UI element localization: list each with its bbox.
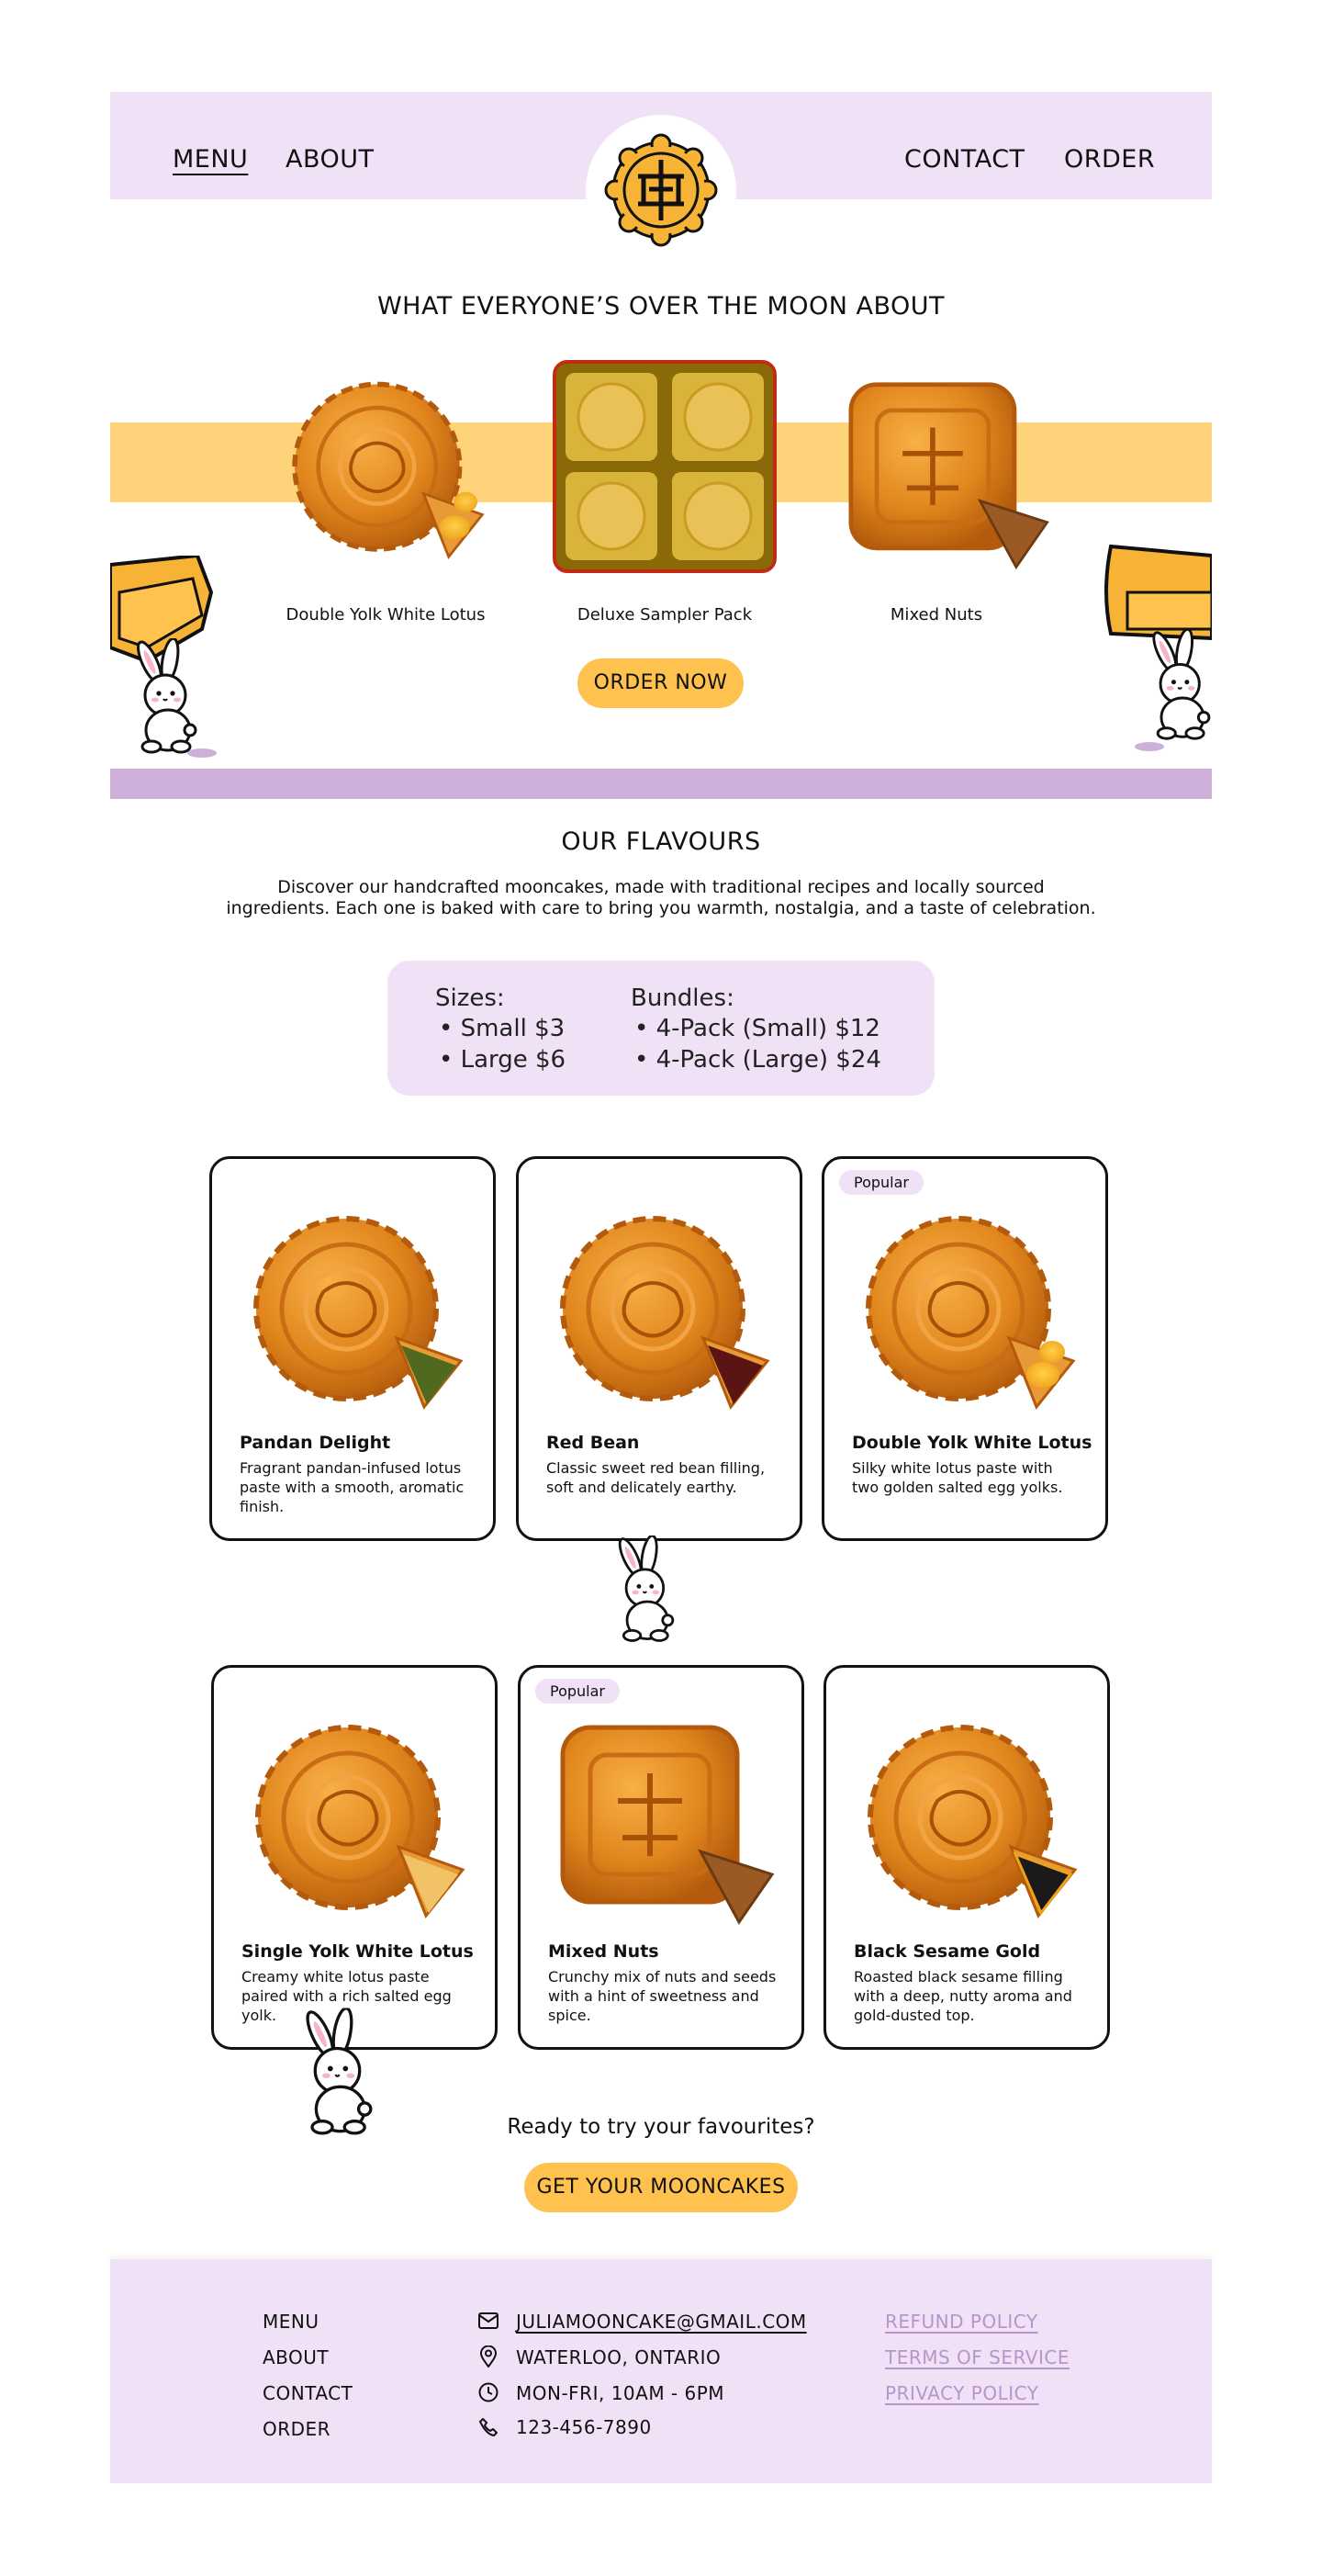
bundle-small: • 4-Pack (Small) $12 <box>634 1015 880 1042</box>
card-title: Single Yolk White Lotus <box>241 1941 474 1962</box>
footer-link-order[interactable]: ORDER <box>263 2418 331 2440</box>
nav-about[interactable]: ABOUT <box>286 145 375 174</box>
footer-link-about[interactable]: ABOUT <box>263 2346 330 2368</box>
footer-refund-policy[interactable]: REFUND POLICY <box>885 2311 1038 2333</box>
featured-title: WHAT EVERYONE’S OVER THE MOON ABOUT <box>376 292 946 321</box>
bunny-box-illustration-right <box>1092 537 1212 753</box>
cta-question: Ready to try your favourites? <box>507 2115 815 2139</box>
footer-phone[interactable]: 123-456-7890 <box>516 2416 652 2438</box>
flavour-card-single-yolk[interactable] <box>211 1665 498 2050</box>
mixed-nuts-mooncake-image <box>543 1709 785 1929</box>
card-description: Creamy white lotus paste paired with a rich salted egg yolk. <box>241 1968 452 2024</box>
logo-icon[interactable] <box>603 132 719 248</box>
flavour-card-mixed-nuts[interactable] <box>518 1665 804 2050</box>
get-mooncakes-button[interactable]: GET YOUR MOONCAKES <box>524 2163 798 2212</box>
card-title: Red Bean <box>546 1433 640 1453</box>
footer-email[interactable]: JULIAMOONCAKE@GMAIL.COM <box>516 2311 807 2333</box>
single-yolk-mooncake-image <box>236 1709 478 1929</box>
clock-icon <box>478 2382 499 2402</box>
popular-badge: Popular <box>839 1170 924 1195</box>
featured-image-mixed-nuts[interactable] <box>831 367 1060 574</box>
bundle-large: • 4-Pack (Large) $24 <box>634 1046 881 1074</box>
featured-label-3: Mixed Nuts <box>890 605 983 624</box>
order-now-button[interactable]: ORDER NOW <box>577 658 744 708</box>
size-large: • Large $6 <box>439 1046 566 1074</box>
card-description: Roasted black sesame filling with a deep, nutty aroma and gold-dusted top. <box>854 1968 1072 2024</box>
card-title: Pandan Delight <box>240 1433 391 1453</box>
flavour-card-pandan[interactable] <box>209 1156 496 1541</box>
flavour-card-double-yolk[interactable] <box>822 1156 1108 1541</box>
nav-contact[interactable]: CONTACT <box>904 145 1025 174</box>
featured-image-double-yolk[interactable] <box>275 367 496 569</box>
nav-menu[interactable]: MENU <box>173 145 249 174</box>
location-pin-icon <box>480 2345 497 2368</box>
card-title: Double Yolk White Lotus <box>852 1433 1092 1453</box>
footer-location: WATERLOO, ONTARIO <box>516 2346 722 2368</box>
nav-order[interactable]: ORDER <box>1064 145 1156 174</box>
phone-icon <box>479 2418 498 2436</box>
flavour-card-black-sesame[interactable] <box>823 1665 1110 2050</box>
footer-link-menu[interactable]: MENU <box>263 2311 319 2333</box>
pandan-mooncake-image <box>234 1200 476 1421</box>
card-title: Mixed Nuts <box>548 1941 659 1962</box>
sizes-heading: Sizes: <box>435 984 505 1012</box>
featured-image-sampler-pack[interactable] <box>551 358 779 575</box>
bunny-box-illustration-left <box>110 556 239 762</box>
featured-label-2: Deluxe Sampler Pack <box>577 605 753 624</box>
footer-link-contact[interactable]: CONTACT <box>263 2382 353 2404</box>
card-description: Fragrant pandan-infused lotus paste with a smooth, aromatic finish. <box>240 1459 465 1515</box>
card-description: Classic sweet red bean filling, soft and delicately earthy. <box>546 1459 766 1496</box>
black-sesame-mooncake-image <box>848 1709 1091 1929</box>
featured-label-1: Double Yolk White Lotus <box>286 605 486 624</box>
flavours-intro-line2: ingredients. Each one is baked with care to bring you warmth, nostalgia, and a taste of celebration. <box>226 898 1096 918</box>
featured-divider-band <box>110 769 1212 799</box>
flavours-title: OUR FLAVOURS <box>561 827 761 856</box>
card-description: Crunchy mix of nuts and seeds with a hint of sweetness and spice. <box>548 1968 777 2024</box>
bundles-heading: Bundles: <box>631 984 734 1012</box>
footer <box>110 2259 1212 2483</box>
red-bean-mooncake-image <box>541 1200 783 1421</box>
card-description: Silky white lotus paste with two golden salted egg yolks. <box>852 1459 1063 1496</box>
flavour-card-red-bean[interactable] <box>516 1156 802 1541</box>
footer-terms-of-service[interactable]: TERMS OF SERVICE <box>885 2346 1070 2368</box>
card-title: Black Sesame Gold <box>854 1941 1041 1962</box>
bunny-illustration-middle <box>595 1535 703 1646</box>
email-icon <box>478 2312 499 2329</box>
size-small: • Small $3 <box>439 1015 566 1042</box>
footer-hours: MON-FRI, 10AM - 6PM <box>516 2382 725 2404</box>
footer-privacy-policy[interactable]: PRIVACY POLICY <box>885 2382 1039 2404</box>
flavours-intro-line1: Discover our handcrafted mooncakes, made with traditional recipes and locally sourced <box>277 877 1045 897</box>
double-yolk-mooncake-image <box>846 1200 1089 1421</box>
popular-badge: Popular <box>535 1679 620 1704</box>
